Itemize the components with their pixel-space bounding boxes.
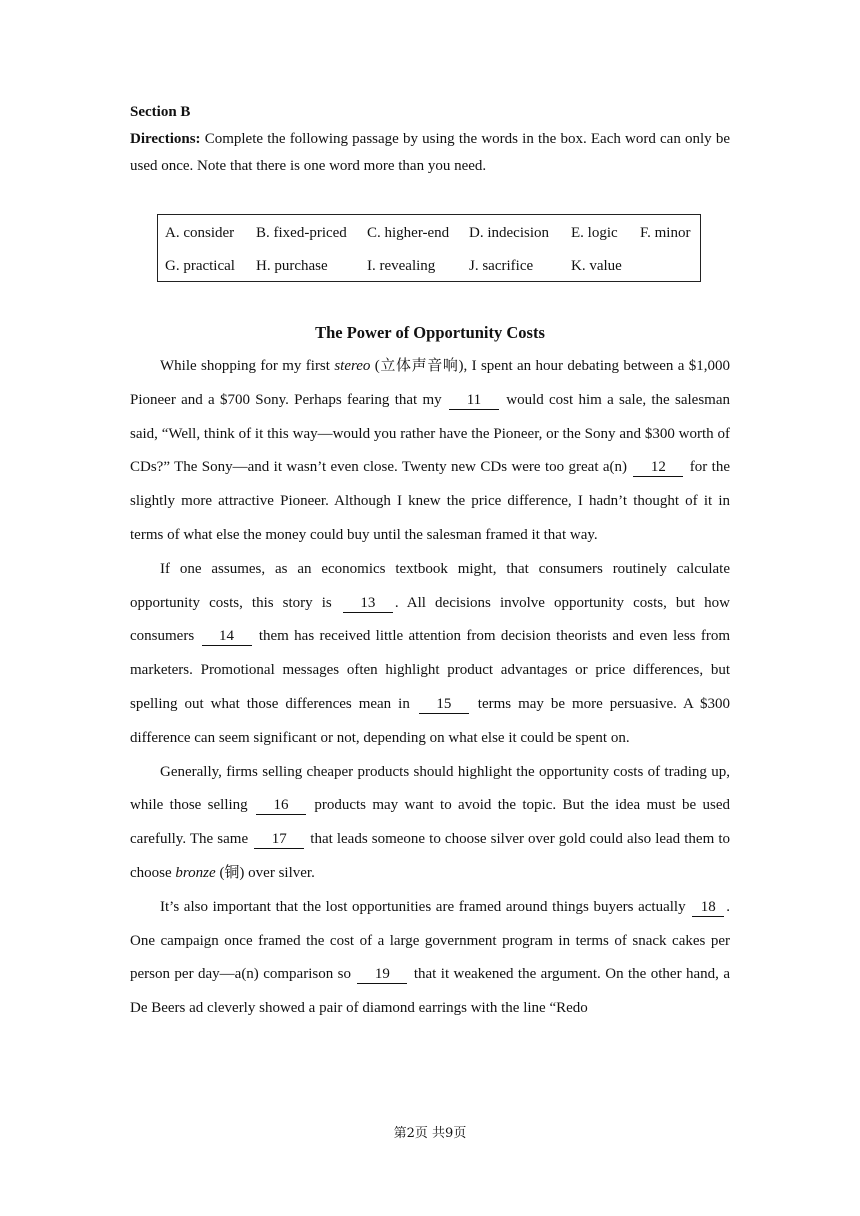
text-run: would cost him a sale, the salesman said, “Well, think of it this way—would you rather have the Pioneer, or the Sony and $300 worth of CDs?” The Sony—and it wasn’t even close. Twenty new CDs were too great a(n): [130, 391, 730, 476]
word-option-h: H. purchase: [256, 258, 328, 274]
text-run: them has received little attention from decision theorists and even less from marketers. Promotional messages often highlight product advantages or price differences, but spelling out what those differences mean in: [130, 628, 730, 712]
paragraph-4: [130, 891, 730, 1026]
word-option-i: I. revealing: [367, 258, 436, 274]
italic-term: bronze: [175, 864, 216, 881]
text-run: . All decisions involve opportunity costs, but how consumers: [130, 594, 730, 645]
word-option-g: G. practical: [165, 258, 235, 274]
paragraph-3: [130, 756, 730, 891]
blank-12[interactable]: 12: [633, 458, 683, 477]
word-option-e: E. logic: [571, 225, 618, 241]
directions: [130, 126, 730, 180]
text-run: It’s also important that the lost opportunities are framed around things buyers actually: [160, 898, 691, 915]
passage-title: The Power of Opportunity Costs: [315, 323, 545, 342]
directions-label: Directions:: [130, 131, 201, 147]
blank-15[interactable]: 15: [419, 695, 469, 714]
word-box-row-1: [158, 219, 700, 247]
text-run: terms may be more persuasive. A $300 difference can seem significant or not, depending on what else it could be spent on.: [130, 695, 730, 746]
text-run: Generally, firms selling cheaper products should highlight the opportunity costs of trading up, while those selling: [130, 763, 730, 814]
text-run: for the slightly more attractive Pioneer. Although I knew the price difference, I hadn’t thought of it in terms of what else the money could buy until the salesman framed it that way.: [130, 459, 730, 543]
word-box: [157, 214, 701, 282]
text-run: (铜) over silver.: [215, 864, 315, 881]
blank-17[interactable]: 17: [254, 830, 304, 849]
text-run: that leads someone to choose silver over gold could also lead them to choose: [130, 831, 730, 881]
section-title: Section B: [130, 104, 191, 120]
word-option-j: J. sacrifice: [469, 258, 534, 274]
blank-18[interactable]: 18: [692, 898, 724, 917]
word-option-d: D. indecision: [469, 225, 549, 241]
text-run: that it weakened the argument. On the other hand, a De Beers ad cleverly showed a pair of diamond earrings with the line “Redo: [130, 966, 730, 1017]
blank-14[interactable]: 14: [202, 627, 252, 646]
word-option-f: F. minor: [640, 225, 691, 241]
italic-term: stereo: [334, 358, 371, 374]
paragraph-1: [130, 350, 730, 553]
paragraph-2: [130, 553, 730, 756]
blank-19[interactable]: 19: [357, 965, 407, 984]
blank-13[interactable]: 13: [343, 594, 393, 613]
text-run: (立体声音响), I spent an hour debating between a $1,000 Pioneer and a $700 Sony. Perhaps fearing that my: [130, 358, 730, 408]
word-option-c: C. higher-end: [367, 225, 450, 241]
text-run: While shopping for my first: [160, 358, 335, 374]
blank-11[interactable]: 11: [449, 391, 499, 410]
word-option-a: A. consider: [165, 225, 235, 241]
section-header: [130, 98, 730, 180]
word-option-b: B. fixed-priced: [256, 225, 347, 241]
text-run: . One campaign once framed the cost of a large government program in terms of snack cakes per person per day—a(n) comparison so: [130, 898, 730, 983]
text-run: products may want to avoid the topic. But the idea must be used carefully. The same: [130, 797, 730, 848]
blank-16[interactable]: 16: [256, 796, 306, 815]
passage: [130, 350, 730, 1026]
page-footer: 第2页 共9页: [393, 1126, 467, 1141]
word-option-k: K. value: [571, 258, 622, 274]
word-box-row-2: [158, 252, 700, 280]
text-run: If one assumes, as an economics textbook might, that consumers routinely calculate opportunity costs, this story is: [130, 560, 730, 611]
directions-text: Complete the following passage by using the words in the box. Each word can only be used once. Note that there is one word more than you need.: [130, 131, 730, 174]
